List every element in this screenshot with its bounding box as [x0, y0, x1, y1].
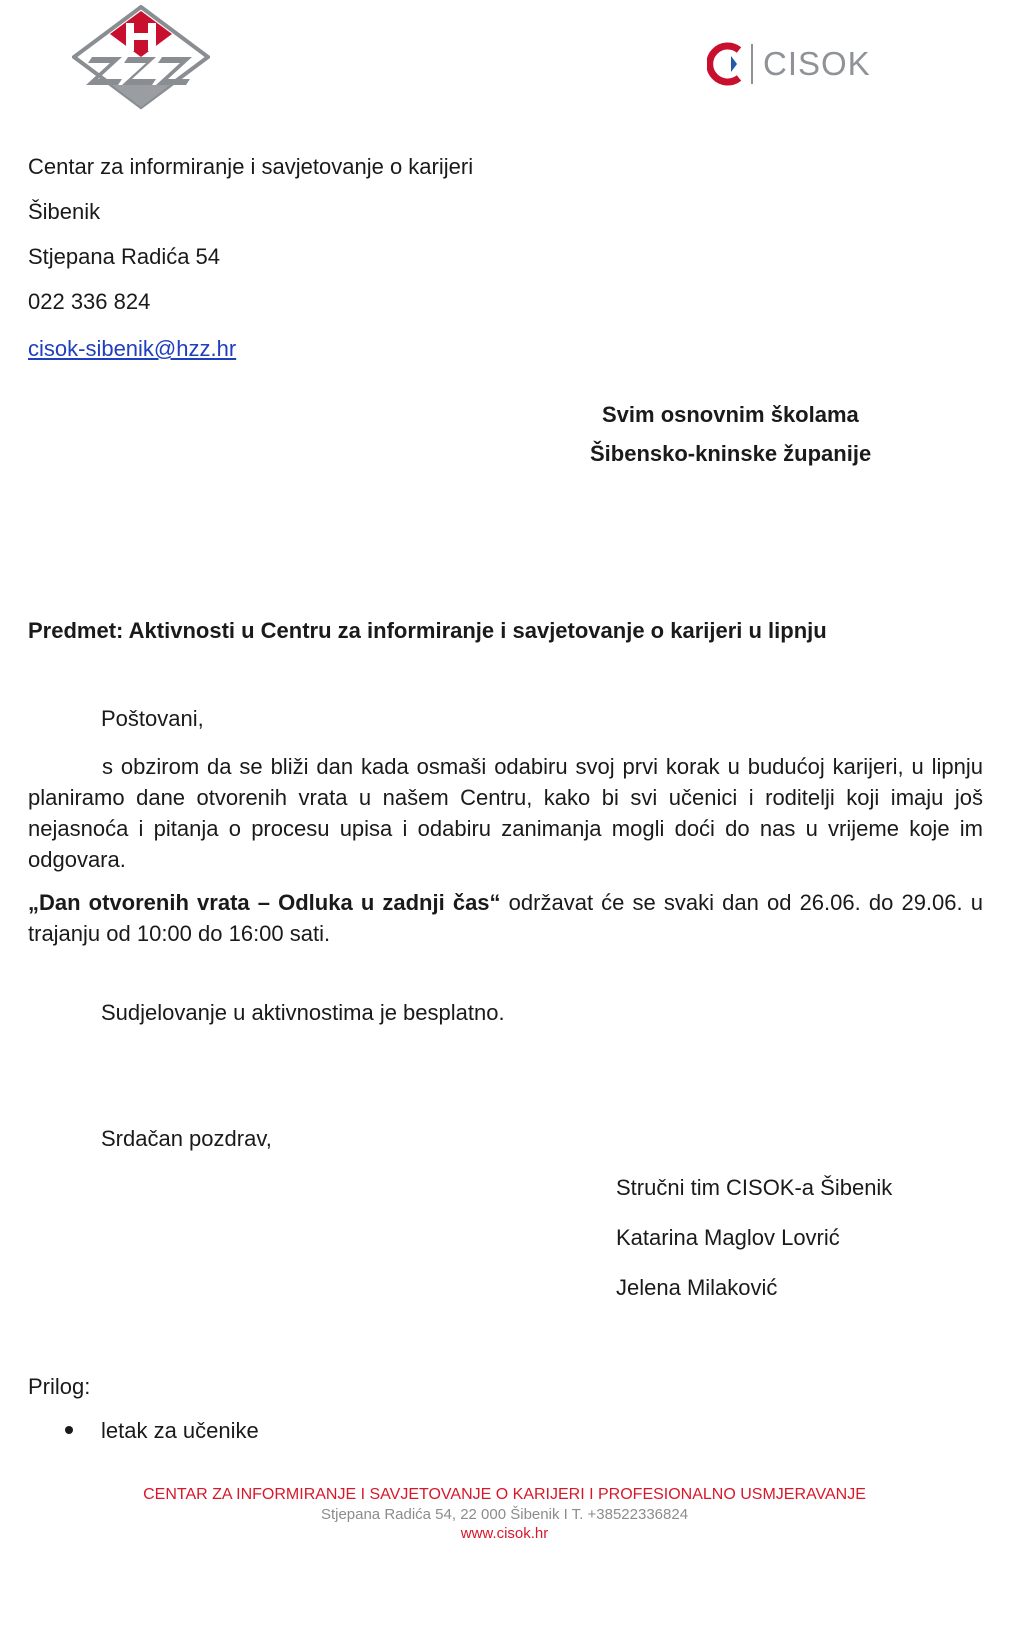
body-paragraph-1: s obzirom da se bliži dan kada osmaši odabiru svoj prvi korak u budućoj karijeri, u lipnju planiramo dane otvorenih vrata u našem Centru, kako bi svi učenici i roditelji koji imaju još nejasnoća i pitanja o procesu upisa i odabiru zanimanja mogli doći do nas u vrijeme koje im odgovara. — [28, 754, 983, 872]
body-paragraph-event — [28, 887, 983, 949]
signature-team: Stručni tim CISOK-a Šibenik — [616, 1175, 893, 1200]
cisok-logo-icon — [707, 42, 743, 86]
sender-email-link[interactable]: cisok-sibenik@hzz.hr — [28, 336, 237, 361]
footer-org-name: CENTAR ZA INFORMIRANJE I SAVJETOVANJE O KARIJERI I PROFESIONALNO USMJERAVANJE — [143, 1486, 866, 1503]
sender-phone: 022 336 824 — [28, 289, 151, 314]
free-participation-note: Sudjelovanje u aktivnostima je besplatno. — [101, 1000, 505, 1025]
cisok-logo-text: CISOK — [763, 45, 871, 82]
sender-name: Centar za informiranje i savjetovanje o karijeri — [28, 154, 474, 179]
recipient-line-1: Svim osnovnim školama — [602, 402, 859, 427]
hzz-logo-icon — [72, 5, 210, 111]
signature-person-1: Katarina Maglov Lovrić — [616, 1225, 840, 1250]
cisok-logo — [707, 40, 871, 88]
footer-address: Stjepana Radića 54, 22 000 Šibenik I T. +38522336824 — [320, 1506, 689, 1523]
closing-greeting: Srdačan pozdrav, — [101, 1126, 272, 1151]
footer-website-link[interactable]: www.cisok.hr — [460, 1525, 549, 1542]
attachment-item: letak za učenike — [101, 1418, 259, 1443]
sender-address: Stjepana Radića 54 — [28, 244, 221, 269]
attachment-bullet — [65, 1426, 73, 1434]
event-details: održavat će se svaki dan od 26.06. do 29.06. u trajanju od 10:00 do 16:00 sati. — [28, 890, 983, 946]
signature-person-2: Jelena Milaković — [616, 1275, 778, 1300]
greeting: Poštovani, — [101, 706, 204, 731]
subject-line: Predmet: Aktivnosti u Centru za informiranje i savjetovanje o karijeri u lipnju — [28, 618, 827, 643]
recipient-line-2: Šibensko-kninske županije — [590, 441, 872, 466]
attachment-label: Prilog: — [28, 1374, 91, 1399]
event-name: „Dan otvorenih vrata – Odluka u zadnji čas“ — [28, 890, 501, 915]
cisok-divider — [751, 44, 753, 84]
sender-city: Šibenik — [28, 199, 101, 224]
